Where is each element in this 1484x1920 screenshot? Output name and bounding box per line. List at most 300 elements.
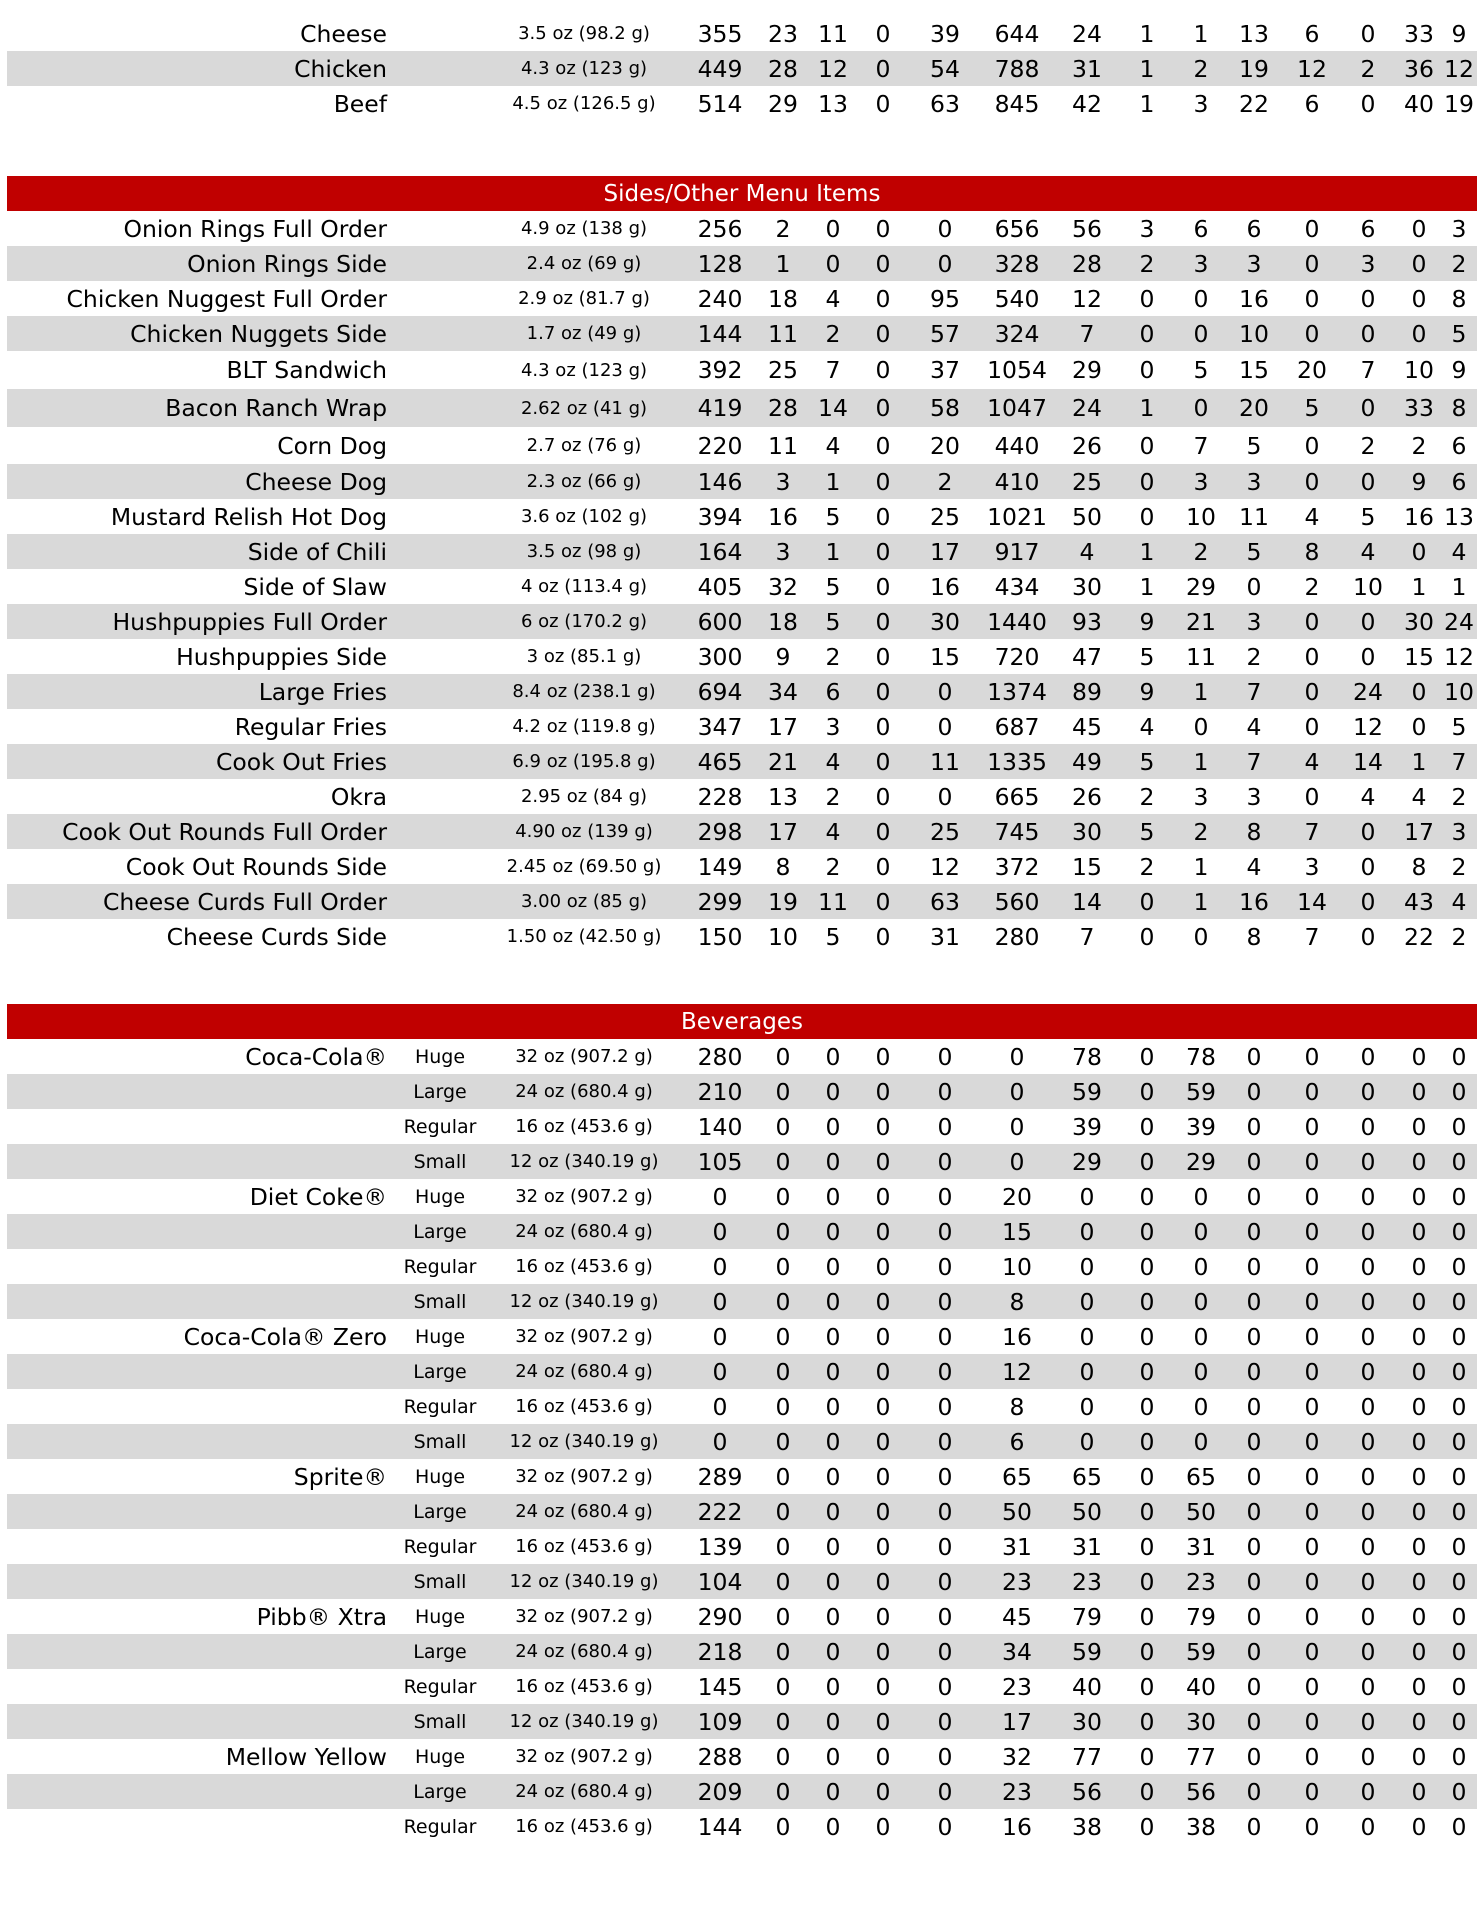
- nutrient-value: 11: [818, 887, 848, 916]
- nutrient-value: 89: [1072, 677, 1102, 706]
- nutrient-value: 1: [825, 467, 841, 496]
- nutrient-value: 0: [875, 537, 891, 566]
- nutrient-value: 6: [1451, 467, 1467, 496]
- nutrient-value: 0: [875, 319, 891, 348]
- nutrient-value: 0: [1193, 1287, 1209, 1316]
- nutrient-value: 105: [697, 1147, 743, 1176]
- nutrient-value: 299: [697, 887, 743, 916]
- nutrient-value: 22: [1404, 922, 1434, 951]
- size-label: Huge: [414, 1605, 466, 1628]
- nutrient-value: 6: [1304, 89, 1320, 118]
- nutrient-value: 8: [1246, 922, 1262, 951]
- nutrient-value: 31: [1072, 1532, 1102, 1561]
- nutrient-value: 5: [1304, 394, 1320, 422]
- nutrient-value: 0: [937, 1672, 953, 1701]
- nutrient-value: 0: [1411, 1497, 1427, 1526]
- nutrient-value: 0: [1411, 712, 1427, 741]
- nutrient-value: 0: [1360, 1042, 1376, 1071]
- nutrient-value: 0: [825, 1777, 841, 1806]
- table-row: [7, 1249, 1477, 1284]
- item-name: Cheese Curds Side: [166, 922, 387, 951]
- nutrient-value: 2: [1451, 782, 1467, 811]
- nutrient-value: 2: [1451, 852, 1467, 881]
- table-row: [7, 534, 1477, 569]
- nutrient-value: 31: [1072, 54, 1102, 83]
- nutrient-value: 12: [1444, 54, 1474, 83]
- nutrient-value: 0: [1139, 467, 1155, 496]
- nutrient-value: 0: [1079, 1322, 1095, 1351]
- nutrient-value: 0: [825, 1532, 841, 1561]
- nutrient-value: 12: [1002, 1357, 1032, 1386]
- nutrient-value: 687: [994, 712, 1040, 741]
- nutrient-value: 0: [1304, 1112, 1320, 1141]
- nutrient-value: 0: [875, 1112, 891, 1141]
- nutrient-value: 0: [875, 1567, 891, 1596]
- nutrient-value: 0: [1411, 1042, 1427, 1071]
- serving-size: 6.9 oz (195.8 g): [512, 751, 656, 772]
- nutrient-value: 13: [818, 89, 848, 118]
- nutrient-value: 8: [1451, 284, 1467, 313]
- nutrient-value: 144: [697, 1812, 743, 1841]
- nutrient-value: 0: [875, 467, 891, 496]
- nutrient-value: 23: [1002, 1672, 1032, 1701]
- nutrient-value: 0: [875, 1602, 891, 1631]
- nutrient-value: 30: [1404, 607, 1434, 636]
- nutrient-value: 2: [825, 852, 841, 881]
- table-row: [7, 674, 1477, 709]
- nutrient-value: 5: [825, 572, 841, 601]
- nutrient-value: 0: [1411, 1602, 1427, 1631]
- nutrient-value: 0: [1451, 1672, 1467, 1701]
- nutrient-value: 0: [875, 1077, 891, 1106]
- nutrient-value: 6: [1246, 214, 1262, 243]
- nutrient-value: 0: [1451, 1462, 1467, 1491]
- nutrient-value: 2: [1360, 54, 1376, 83]
- nutrient-value: 0: [712, 1287, 728, 1316]
- nutrient-value: 1: [1193, 852, 1209, 881]
- nutrient-value: 2: [1360, 431, 1376, 460]
- nutrient-value: 0: [1139, 1077, 1155, 1106]
- nutrient-value: 7: [825, 356, 841, 384]
- nutrient-value: 0: [937, 1567, 953, 1596]
- nutrient-value: 0: [1246, 1147, 1262, 1176]
- nutrient-value: 12: [818, 54, 848, 83]
- nutrient-value: 328: [994, 249, 1040, 278]
- nutrient-value: 7: [1451, 747, 1467, 776]
- nutrient-value: 1: [1139, 394, 1155, 422]
- serving-size: 32 oz (907.2 g): [515, 1186, 653, 1207]
- nutrient-value: 0: [775, 1567, 791, 1596]
- nutrient-value: 0: [875, 607, 891, 636]
- nutrient-value: 0: [1139, 1287, 1155, 1316]
- nutrient-value: 2: [1451, 249, 1467, 278]
- item-name: Side of Slaw: [243, 572, 387, 601]
- nutrient-value: 8: [1246, 817, 1262, 846]
- table-row: [7, 1144, 1477, 1179]
- item-name: Bacon Ranch Wrap: [165, 394, 387, 422]
- nutrient-value: 36: [1404, 54, 1434, 83]
- nutrient-value: 14: [1297, 887, 1327, 916]
- nutrient-value: 0: [1009, 1077, 1025, 1106]
- size-label: Large: [413, 1220, 467, 1243]
- nutrient-value: 2: [825, 642, 841, 671]
- serving-size: 24 oz (680.4 g): [515, 1781, 653, 1802]
- nutrient-value: 24: [1072, 19, 1102, 48]
- serving-size: 2.9 oz (81.7 g): [518, 288, 650, 309]
- table-row: [7, 1319, 1477, 1354]
- nutrient-value: 0: [1304, 1567, 1320, 1596]
- nutrient-value: 17: [1404, 817, 1434, 846]
- nutrient-value: 0: [1360, 1427, 1376, 1456]
- nutrient-value: 22: [1239, 89, 1269, 118]
- serving-size: 12 oz (340.19 g): [509, 1431, 659, 1452]
- nutrient-value: 0: [875, 249, 891, 278]
- serving-size: 32 oz (907.2 g): [515, 1326, 653, 1347]
- nutrient-value: 4: [1139, 712, 1155, 741]
- nutrient-value: 0: [825, 1567, 841, 1596]
- nutrient-value: 30: [1072, 817, 1102, 846]
- nutrient-value: 0: [875, 1322, 891, 1351]
- nutrient-value: 0: [1246, 1077, 1262, 1106]
- size-label: Huge: [414, 1185, 466, 1208]
- nutrient-value: 0: [1139, 1602, 1155, 1631]
- nutrient-value: 0: [1451, 1707, 1467, 1736]
- size-label: Small: [413, 1430, 467, 1453]
- nutrient-value: 10: [1404, 356, 1434, 384]
- nutrient-value: 0: [1304, 1532, 1320, 1561]
- nutrient-value: 14: [818, 394, 848, 422]
- item-name: Chicken Nuggets Side: [130, 319, 387, 348]
- nutrient-value: 240: [697, 284, 743, 313]
- nutrient-value: 298: [697, 817, 743, 846]
- nutrient-value: 5: [1139, 747, 1155, 776]
- nutrient-value: 16: [1239, 284, 1269, 313]
- nutrient-value: 0: [1246, 1357, 1262, 1386]
- size-label: Large: [413, 1640, 467, 1663]
- nutrient-value: 0: [1411, 1707, 1427, 1736]
- nutrient-value: 0: [1411, 249, 1427, 278]
- nutrient-value: 65: [1186, 1462, 1216, 1491]
- nutrient-value: 0: [1451, 1777, 1467, 1806]
- nutrient-value: 0: [1304, 1497, 1320, 1526]
- serving-size: 4.5 oz (126.5 g): [512, 93, 656, 114]
- table-row: [7, 464, 1477, 499]
- nutrient-value: 0: [1139, 922, 1155, 951]
- nutrient-value: 14: [1353, 747, 1383, 776]
- nutrient-value: 0: [825, 1462, 841, 1491]
- nutrient-value: 7: [1246, 747, 1262, 776]
- nutrient-value: 18: [768, 607, 798, 636]
- nutrient-value: 0: [1360, 1077, 1376, 1106]
- nutrient-value: 1021: [987, 502, 1047, 531]
- nutrient-value: 10: [768, 922, 798, 951]
- nutrient-value: 56: [1186, 1777, 1216, 1806]
- nutrient-value: 25: [930, 502, 960, 531]
- nutrient-value: 8: [1009, 1287, 1025, 1316]
- nutrient-value: 59: [1186, 1637, 1216, 1666]
- nutrient-value: 104: [697, 1567, 743, 1596]
- nutrient-value: 7: [1304, 817, 1320, 846]
- nutrient-value: 0: [937, 1252, 953, 1281]
- item-name: Cook Out Fries: [215, 747, 387, 776]
- nutrient-value: 0: [1451, 1042, 1467, 1071]
- nutrient-value: 0: [1139, 1707, 1155, 1736]
- nutrient-value: 5: [825, 607, 841, 636]
- nutrient-value: 0: [775, 1742, 791, 1771]
- nutrient-value: 0: [1360, 1112, 1376, 1141]
- nutrient-value: 1: [1139, 89, 1155, 118]
- nutrient-value: 0: [1246, 1042, 1262, 1071]
- item-name: Okra: [330, 782, 387, 811]
- nutrient-value: 20: [1297, 356, 1327, 384]
- nutrient-value: 17: [768, 817, 798, 846]
- size-label: Regular: [403, 1255, 477, 1278]
- nutrient-value: 745: [994, 817, 1040, 846]
- nutrient-value: 0: [1304, 782, 1320, 811]
- nutrient-value: 0: [875, 1777, 891, 1806]
- nutrient-value: 220: [697, 431, 743, 460]
- nutrient-value: 29: [1072, 1147, 1102, 1176]
- nutrient-value: 0: [1411, 1322, 1427, 1351]
- nutrient-value: 0: [1411, 1567, 1427, 1596]
- nutrient-value: 11: [1186, 642, 1216, 671]
- nutrient-value: 290: [697, 1602, 743, 1631]
- nutrient-value: 0: [1451, 1182, 1467, 1211]
- nutrient-value: 0: [1079, 1182, 1095, 1211]
- nutrient-value: 289: [697, 1462, 743, 1491]
- nutrient-value: 39: [1186, 1112, 1216, 1141]
- nutrient-value: 0: [875, 1182, 891, 1211]
- nutrient-value: 4: [1079, 537, 1095, 566]
- nutrient-value: 43: [1404, 887, 1434, 916]
- nutrient-value: 0: [1246, 1217, 1262, 1246]
- nutrient-value: 11: [930, 747, 960, 776]
- serving-size: 32 oz (907.2 g): [515, 1746, 653, 1767]
- nutrient-value: 33: [1404, 394, 1434, 422]
- nutrient-value: 0: [1246, 1112, 1262, 1141]
- nutrient-value: 0: [937, 1602, 953, 1631]
- nutrient-value: 0: [1139, 1182, 1155, 1211]
- nutrient-value: 63: [930, 887, 960, 916]
- nutrient-value: 0: [775, 1252, 791, 1281]
- nutrient-value: 0: [1304, 1147, 1320, 1176]
- nutrient-value: 0: [1411, 319, 1427, 348]
- table-row: [7, 1354, 1477, 1389]
- nutrient-value: 10: [1353, 572, 1383, 601]
- nutrient-value: 29: [1186, 572, 1216, 601]
- nutrient-value: 0: [775, 1217, 791, 1246]
- nutrient-value: 95: [930, 284, 960, 313]
- nutrient-value: 12: [1072, 284, 1102, 313]
- nutrient-value: 0: [1139, 1147, 1155, 1176]
- serving-size: 32 oz (907.2 g): [515, 1466, 653, 1487]
- nutrient-value: 0: [1360, 1462, 1376, 1491]
- nutrient-value: 0: [775, 1042, 791, 1071]
- size-label: Regular: [403, 1115, 477, 1138]
- nutrient-value: 0: [825, 1077, 841, 1106]
- serving-size: 24 oz (680.4 g): [515, 1081, 653, 1102]
- nutrient-value: 0: [1139, 1567, 1155, 1596]
- nutrient-value: 50: [1002, 1497, 1032, 1526]
- serving-size: 24 oz (680.4 g): [515, 1501, 653, 1522]
- nutrient-value: 30: [1072, 572, 1102, 601]
- nutrient-value: 10: [1186, 502, 1216, 531]
- nutrient-value: 0: [1139, 1532, 1155, 1561]
- nutrient-value: 28: [768, 54, 798, 83]
- table-row: [7, 1529, 1477, 1564]
- nutrient-value: 0: [937, 1147, 953, 1176]
- nutrient-value: 372: [994, 852, 1040, 881]
- nutrient-value: 65: [1072, 1462, 1102, 1491]
- nutrition-table: [7, 16, 1477, 1844]
- size-label: Regular: [403, 1535, 477, 1558]
- nutrient-value: 324: [994, 319, 1040, 348]
- nutrient-value: 1: [1139, 572, 1155, 601]
- item-name: Hushpuppies Side: [176, 642, 387, 671]
- nutrient-value: 0: [875, 394, 891, 422]
- nutrient-value: 59: [1186, 1077, 1216, 1106]
- nutrient-value: 845: [994, 89, 1040, 118]
- nutrient-value: 0: [1009, 1112, 1025, 1141]
- nutrient-value: 37: [930, 356, 960, 384]
- nutrient-value: 6: [1304, 19, 1320, 48]
- nutrient-value: 50: [1186, 1497, 1216, 1526]
- nutrient-value: 40: [1404, 89, 1434, 118]
- nutrient-value: 17: [930, 537, 960, 566]
- nutrient-value: 2: [1139, 852, 1155, 881]
- nutrient-value: 3: [1139, 214, 1155, 243]
- nutrient-value: 0: [1193, 922, 1209, 951]
- nutrient-value: 0: [712, 1252, 728, 1281]
- nutrient-value: 1: [1139, 19, 1155, 48]
- nutrient-value: 0: [1304, 467, 1320, 496]
- nutrient-value: 4: [1360, 537, 1376, 566]
- nutrient-value: 79: [1072, 1602, 1102, 1631]
- table-row: [7, 849, 1477, 884]
- nutrient-value: 2: [1304, 572, 1320, 601]
- nutrient-value: 30: [930, 607, 960, 636]
- nutrient-value: 0: [1139, 1637, 1155, 1666]
- nutrient-value: 0: [1304, 1812, 1320, 1841]
- nutrient-value: 23: [1002, 1777, 1032, 1806]
- nutrient-value: 149: [697, 852, 743, 881]
- section-spacer: [7, 954, 1477, 1004]
- nutrient-value: 1: [1193, 19, 1209, 48]
- nutrient-value: 7: [1079, 922, 1095, 951]
- nutrient-value: 28: [768, 394, 798, 422]
- nutrient-value: 54: [930, 54, 960, 83]
- nutrient-value: 0: [1246, 1637, 1262, 1666]
- nutrient-value: 0: [1246, 1427, 1262, 1456]
- nutrient-value: 0: [1193, 319, 1209, 348]
- nutrient-value: 3: [1246, 249, 1262, 278]
- nutrient-value: 32: [768, 572, 798, 601]
- nutrient-value: 0: [825, 1707, 841, 1736]
- nutrient-value: 0: [1139, 1777, 1155, 1806]
- nutrient-value: 0: [775, 1392, 791, 1421]
- nutrient-value: 0: [1304, 1217, 1320, 1246]
- nutrient-value: 0: [1411, 1217, 1427, 1246]
- nutrient-value: 23: [1186, 1567, 1216, 1596]
- nutrient-value: 45: [1002, 1602, 1032, 1631]
- nutrient-value: 0: [1246, 572, 1262, 601]
- nutrient-value: 0: [1304, 642, 1320, 671]
- nutrient-value: 0: [1139, 1672, 1155, 1701]
- size-label: Small: [413, 1290, 467, 1313]
- nutrient-value: 21: [1186, 607, 1216, 636]
- nutrient-value: 0: [1246, 1812, 1262, 1841]
- nutrient-value: 42: [1072, 89, 1102, 118]
- nutrient-value: 0: [1411, 1287, 1427, 1316]
- nutrient-value: 0: [1139, 1217, 1155, 1246]
- nutrient-value: 0: [825, 1812, 841, 1841]
- nutrient-value: 0: [1246, 1567, 1262, 1596]
- nutrient-value: 33: [1404, 19, 1434, 48]
- nutrient-value: 0: [937, 1322, 953, 1351]
- serving-size: 2.45 oz (69.50 g): [506, 856, 662, 877]
- nutrient-value: 109: [697, 1707, 743, 1736]
- size-label: Large: [413, 1500, 467, 1523]
- nutrient-value: 39: [1072, 1112, 1102, 1141]
- nutrient-value: 0: [1246, 1182, 1262, 1211]
- nutrient-value: 540: [994, 284, 1040, 313]
- nutrient-value: 440: [994, 431, 1040, 460]
- nutrient-value: 0: [712, 1427, 728, 1456]
- nutrient-value: 0: [1360, 89, 1376, 118]
- nutrient-value: 0: [937, 1742, 953, 1771]
- nutrient-value: 0: [1304, 319, 1320, 348]
- nutrient-value: 59: [1072, 1077, 1102, 1106]
- item-name: Corn Dog: [277, 431, 387, 460]
- table-row: [7, 1214, 1477, 1249]
- nutrient-value: 0: [937, 1112, 953, 1141]
- size-label: Regular: [403, 1395, 477, 1418]
- nutrient-value: 29: [1186, 1147, 1216, 1176]
- nutrient-value: 0: [1411, 1812, 1427, 1841]
- nutrient-value: 0: [825, 1602, 841, 1631]
- nutrient-value: 6: [1009, 1427, 1025, 1456]
- size-label: Huge: [414, 1045, 466, 1068]
- nutrient-value: 6: [1451, 431, 1467, 460]
- table-row: [7, 1109, 1477, 1144]
- nutrient-value: 30: [1186, 1707, 1216, 1736]
- nutrient-value: 4: [1451, 537, 1467, 566]
- nutrient-value: 0: [1304, 1182, 1320, 1211]
- nutrient-value: 12: [1297, 54, 1327, 83]
- table-row: [7, 1739, 1477, 1774]
- table-row: [7, 1809, 1477, 1844]
- nutrient-value: 144: [697, 319, 743, 348]
- nutrient-value: 5: [825, 502, 841, 531]
- nutrient-value: 0: [1451, 1812, 1467, 1841]
- nutrient-value: 3: [1246, 467, 1262, 496]
- item-name: Diet Coke®: [249, 1182, 387, 1211]
- nutrient-value: 0: [937, 1462, 953, 1491]
- nutrient-value: 0: [875, 1392, 891, 1421]
- table-row: [7, 1074, 1477, 1109]
- nutrient-value: 0: [1360, 1602, 1376, 1631]
- nutrient-value: 0: [1304, 712, 1320, 741]
- table-row: [7, 281, 1477, 316]
- nutrient-value: 0: [1139, 1392, 1155, 1421]
- nutrient-value: 0: [875, 887, 891, 916]
- nutrient-value: 6: [1360, 214, 1376, 243]
- nutrient-value: 56: [1072, 214, 1102, 243]
- nutrient-value: 0: [875, 54, 891, 83]
- nutrient-value: 0: [825, 1637, 841, 1666]
- nutrient-value: 0: [1304, 677, 1320, 706]
- nutrient-value: 0: [1360, 1252, 1376, 1281]
